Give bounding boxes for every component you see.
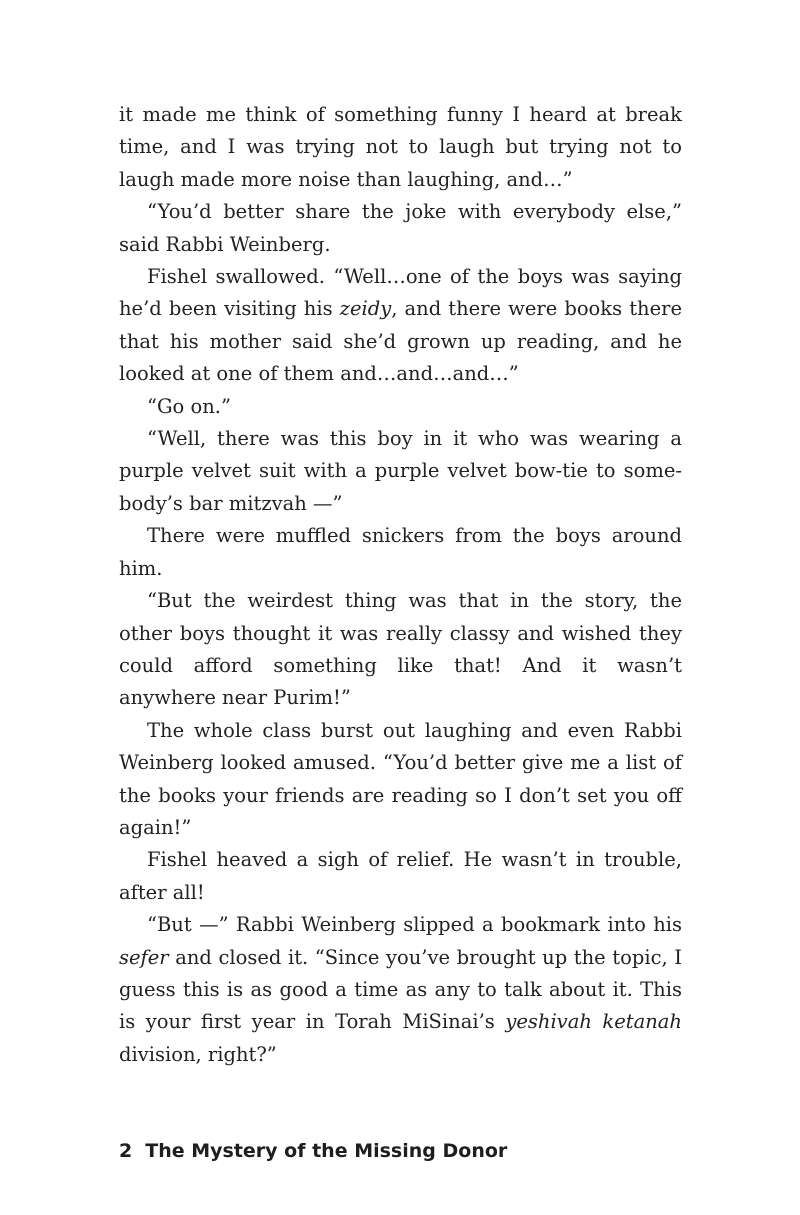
paragraph [119, 423, 682, 520]
paragraph [119, 844, 682, 909]
italic-text: yeshivah ketanah [505, 1010, 682, 1034]
text-segment: Fishel swallowed. “Well…one of the boys was saying he’d been visiting his [119, 265, 682, 321]
paragraph [119, 909, 682, 1071]
page-number: 2 [119, 1140, 133, 1162]
text-segment: “But the weirdest thing was that in the story, the other boys thought it was really classy and wished they could afford something like that! And it wasn’t anywhere near Purim!” [119, 589, 682, 710]
paragraph [119, 715, 682, 845]
text-segment: , and there were books there that his mother said she’d grown up reading, and he looked at one of them and…and…and…” [119, 297, 683, 386]
italic-text: zeidy [339, 297, 392, 321]
text-segment: “You’d better share the joke with everybody else,” said Rabbi Weinberg. [119, 200, 682, 256]
text-segment: Fishel heaved a sigh of relief. He wasn’t in trouble, after all! [119, 848, 682, 904]
paragraph [119, 585, 682, 715]
book-title: The Mystery of the Missing Donor [145, 1140, 508, 1162]
text-segment: There were muffled snickers from the boys around him. [119, 524, 682, 580]
paragraph [119, 391, 682, 423]
text-segment: “Well, there was this boy in it who was wearing a purple velvet suit with a purple velvet bow-tie to somebody’s bar mitzvah —” [119, 427, 682, 515]
paragraph [119, 261, 682, 391]
text-segment: it made me think of something funny I heard at break time, and I was trying not to laugh but trying not to laugh made more noise than laughing, and…” [119, 103, 682, 191]
paragraph [119, 520, 682, 585]
body-text [119, 99, 682, 1071]
paragraph [119, 196, 682, 261]
text-segment: and closed it. “Since you’ve brought up the topic, I guess this is as good a time as any to talk about it. This is your first year in Torah MiSinai’s [119, 945, 682, 1034]
text-segment: “Go on.” [147, 394, 231, 418]
paragraph [119, 99, 682, 196]
page-footer [119, 1140, 507, 1162]
text-segment: “But —” Rabbi Weinberg slipped a bookmark into his [147, 913, 682, 937]
italic-text: sefer [119, 945, 169, 969]
text-segment: division, right?” [119, 1042, 277, 1066]
text-segment: The whole class burst out laughing and even Rabbi Weinberg looked amused. “You’d better give me a list of the books your friends are reading so I don’t set you off again!” [119, 718, 682, 839]
